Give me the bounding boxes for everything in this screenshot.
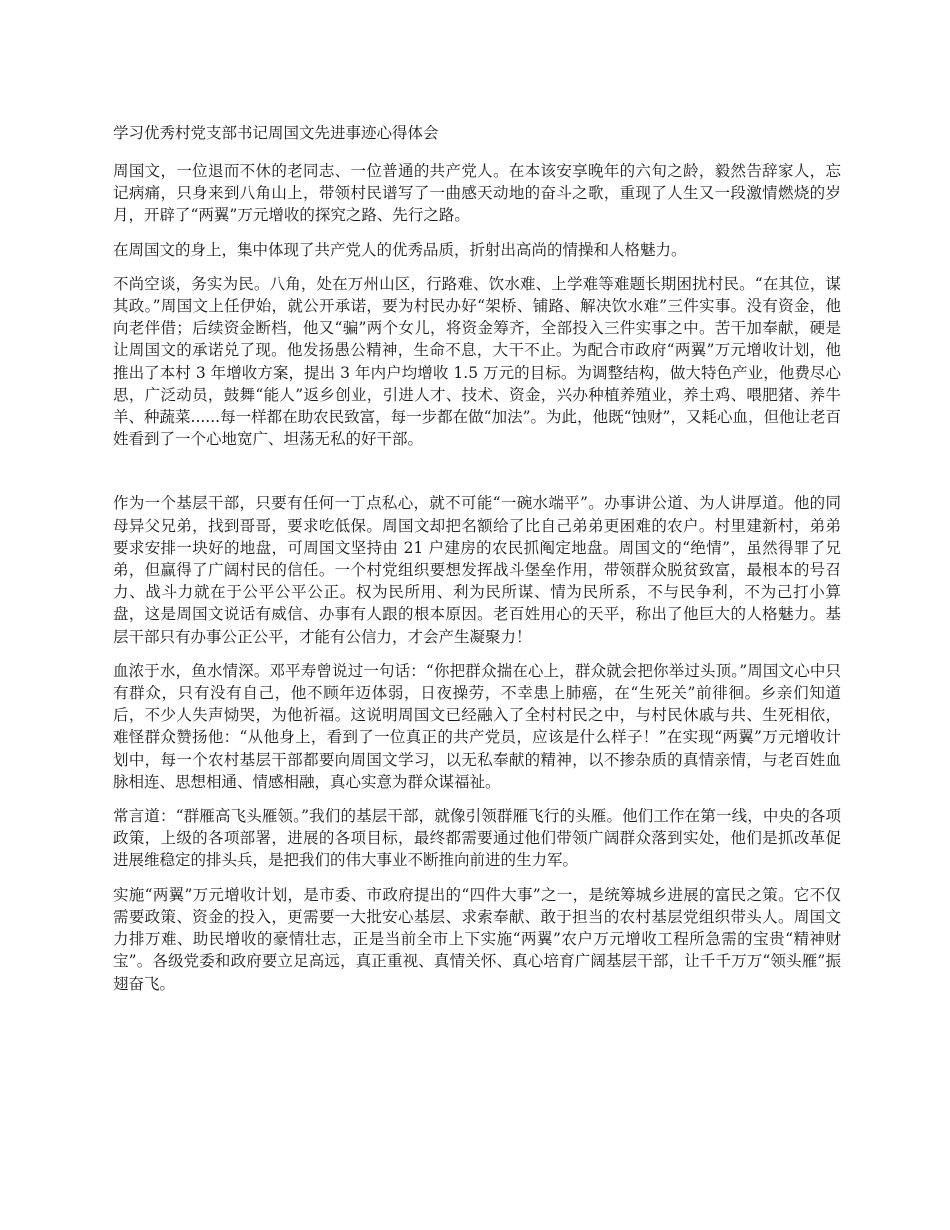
paragraph-7: 实施“两翼”万元增收计划，是市委、市政府提出的“四件大事”之一，是统筹城乡进展的富民之策。它不仅需要政策、资金的投入，更需要一大批安心基层、求索奉献、敢于担当的农村基层党组织带头人。周国文力排万难、助民增收的豪情壮志，正是当前全市上下实施“两翼”农户万元增收工程所急需的宝贵“精神财宝”。各级党委和政府要立足高远，真正重视、真情关怀、真心培育广阔基层干部，让千千万万“领头雁”振翅奋飞。 — [113, 885, 841, 993]
document-page — [113, 122, 841, 1007]
paragraph-5: 血浓于水，鱼水情深。邓平寿曾说过一句话：“你把群众揣在心上，群众就会把你举过头顶。”周国文心中只有群众，只有没有自己，他不顾年迈体弱，日夜操劳，不幸患上肺癌，在“生死关”前徘徊。乡亲们知道后，不少人失声恸哭，为他祈福。这说明周国文已经融入了全村村民之中，与村民休戚与共、生死相依，难怪群众赞扬他：“从他身上，看到了一位真正的共产党员，应该是什么样子！”在实现“两翼”万元增收计划中，每一个农村基层干部都要向周国文学习，以无私奉献的精神，以不掺杂质的真情亲情，与老百姓血脉相连、思想相通、情感相融，真心实意为群众谋福祉。 — [113, 661, 841, 791]
paragraph-1: 周国文，一位退而不休的老同志、一位普通的共产党人。在本该安享晚年的六旬之龄，毅然告辞家人，忘记病痛，只身来到八角山上，带领村民谱写了一曲感天动地的奋斗之歌，重现了人生又一段激情燃烧的岁月，开辟了“两翼”万元增收的探究之路、先行之路。 — [113, 162, 841, 225]
paragraph-6: 常言道：“群雁高飞头雁领。”我们的基层干部，就像引领群雁飞行的头雁。他们工作在第一线，中央的各项政策，上级的各项部署，进展的各项目标，最终都需要通过他们带领广阔群众落到实处，他们是抓改革促进展维稳定的排头兵，是把我们的伟大事业不断推向前进的生力军。 — [113, 807, 841, 870]
document-title: 学习优秀村党支部书记周国文先进事迹心得体会 — [113, 124, 439, 142]
paragraph-3: 不尚空谈，务实为民。八角，处在万州山区，行路难、饮水难、上学难等难题长期困扰村民。“在其位，谋其政。”周国文上任伊始，就公开承诺，要为村民办好“架桥、铺路、解决饮水难”三件实事。没有资金，他向老伴借；后续资金断档，他又“骗”两个女儿，将资金筹齐，全部投入三件实事之中。苦干加奉献，硬是让周国文的承诺兑了现。他发扬愚公精神，生命不息，大干不止。为配合市政府“两翼”万元增收计划，他推出了本村 3 年增收方案，提出 3 年内户均增收 1.5 万元的目标。为调整结构，做大特色产业，他费尽心思，广泛动员，鼓舞“能人”返乡创业，引进人才、技术、资金，兴办种植养殖业，养土鸡、喂肥猪、养牛羊、种蔬菜......每一样都在助农民致富，每一步都在做“加法”。为此，他既“蚀财”，又耗心血，但他让老百姓看到了一个心地宽广、坦荡无私的好干部。 — [113, 274, 841, 449]
paragraph-2: 在周国文的身上，集中体现了共产党人的优秀品质，折射出高尚的情操和人格魅力。 — [113, 240, 687, 259]
paragraph-spacer — [113, 462, 841, 492]
paragraph-4: 作为一个基层干部，只要有任何一丁点私心，就不可能“一碗水端平”。办事讲公道、为人讲厚道。他的同母异父兄弟，找到哥哥，要求吃低保。周国文却把名额给了比自己弟弟更困难的农户。村里建新村，弟弟要求安排一块好的地盘，可周国文坚持由 21 户建房的农民抓阄定地盘。周国文的“绝情”，虽然得罪了兄弟，但赢得了广阔村民的信任。一个村党组织要想发挥战斗堡垒作用，带领群众脱贫致富，最根本的号召力、战斗力就在于公平公平公正。权为民所用、利为民所谋、情为民所系，不与民争利，不为己打小算盘，这是周国文说话有威信、办事有人跟的根本原因。老百姓用心的天平，称出了他巨大的人格魅力。基层干部只有办事公正公平，才能有公信力，才会产生凝聚力！ — [113, 494, 841, 646]
